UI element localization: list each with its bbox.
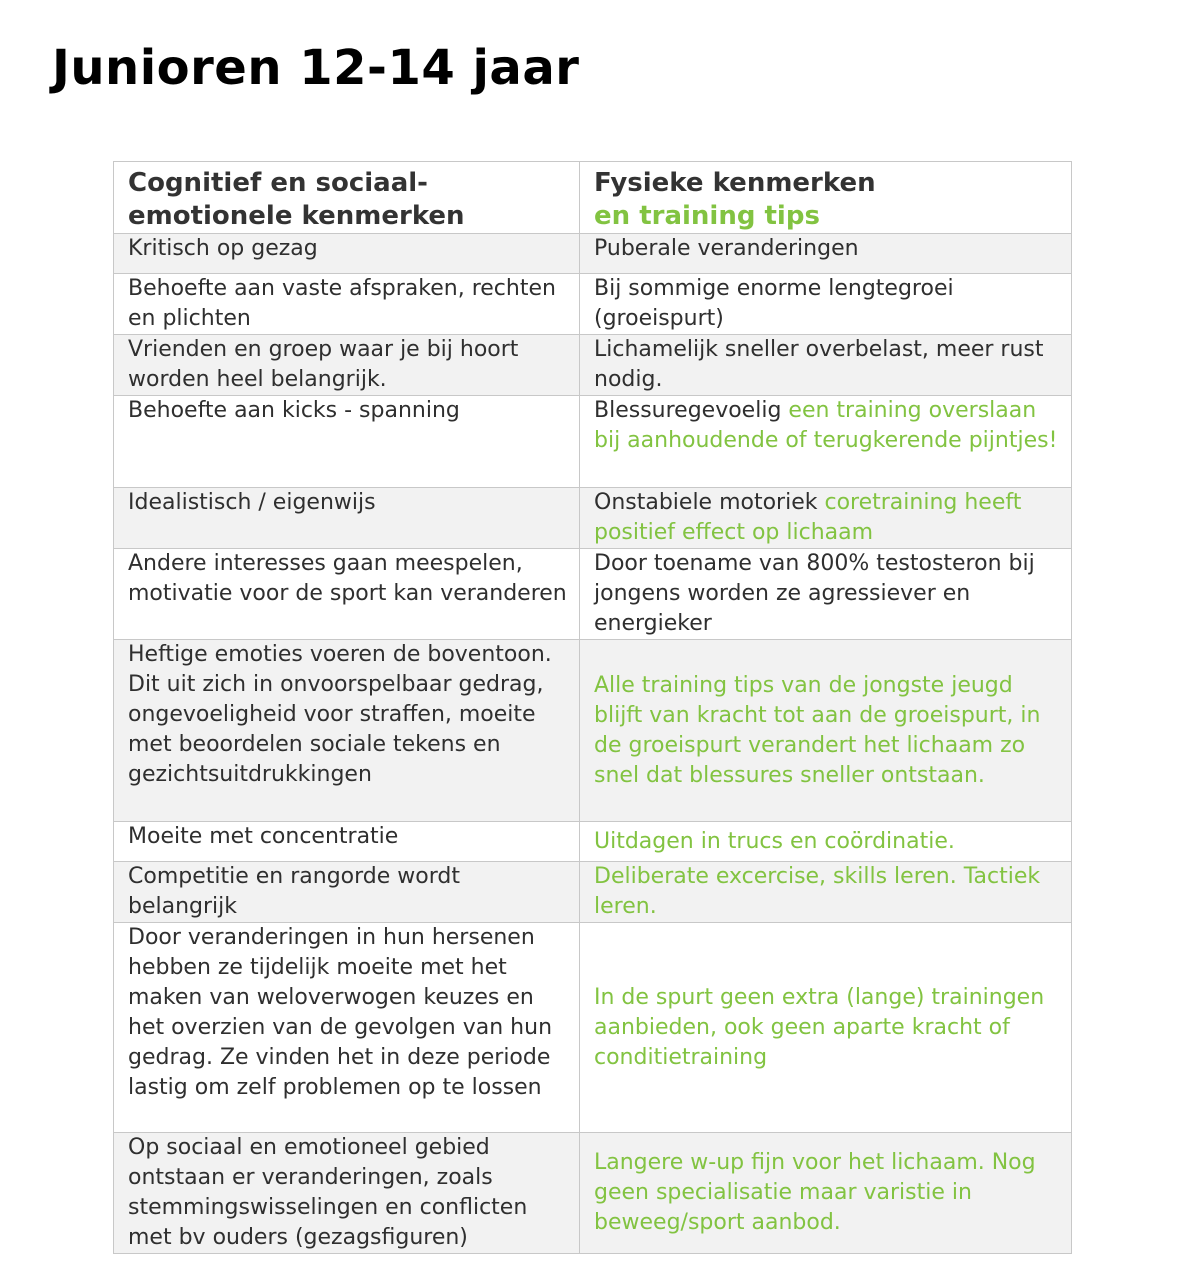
cell-right-green: In de spurt geen extra (lange) trainingen aanbieden, ook geen aparte kracht of conditietraining [594, 984, 1045, 1070]
table-header-row [114, 162, 1072, 234]
cell-left: Op sociaal en emotioneel gebied ontstaan er veranderingen, zoals stemmingswisselingen en conflicten met bv ouders (gezagsfiguren) [114, 1133, 580, 1254]
table-row [114, 640, 1072, 822]
table-row [114, 1133, 1072, 1254]
cell-right-green: Alle training tips van de jongste jeugd blijft van kracht tot aan de groeispurt, in de groeispurt verandert het lichaam zo snel dat blessures sneller ontstaan. [594, 672, 1041, 788]
cell-right-green: een training overslaan bij aanhoudende of terugkerende pijntjes! [594, 398, 1058, 453]
cell-right-green: Uitdagen in trucs en coördinatie. [594, 828, 955, 854]
cell-left: Idealistisch / eigenwijs [114, 488, 580, 549]
cell-left: Heftige emoties voeren de boventoon. Dit uit zich in onvoorspelbaar gedrag, ongevoeligheid voor straffen, moeite met beoordelen sociale tekens en gezichtsuitdrukkingen [114, 640, 580, 822]
page-title: Junioren 12-14 jaar [52, 40, 580, 96]
cell-left: Vrienden en groep waar je bij hoort worden heel belangrijk. [114, 335, 580, 396]
cell-right [580, 274, 1072, 335]
cell-right-text: Onstabiele motoriek [594, 490, 825, 515]
cell-right [580, 234, 1072, 274]
cell-right [580, 862, 1072, 923]
cell-right [580, 822, 1072, 862]
cell-right-text: Lichamelijk sneller overbelast, meer rust nodig. [594, 337, 1044, 392]
cell-left: Door veranderingen in hun hersenen hebben ze tijdelijk moeite met het maken van weloverwogen keuzes en het overzien van de gevolgen van hun gedrag. Ze vinden het in deze periode lastig om zelf problemen op te lossen [114, 923, 580, 1133]
table-row [114, 923, 1072, 1133]
cell-right [580, 396, 1072, 488]
cell-left: Behoefte aan kicks - spanning [114, 396, 580, 488]
cell-right-text: Puberale veranderingen [594, 236, 859, 261]
cell-left: Kritisch op gezag [114, 234, 580, 274]
header-col1-label: Cognitief en sociaal-emotionele kenmerken [128, 168, 465, 231]
cell-right-text: Blessuregevoelig [594, 398, 789, 423]
table-row [114, 396, 1072, 488]
cell-right [580, 923, 1072, 1133]
cell-right [580, 488, 1072, 549]
table-row [114, 274, 1072, 335]
header-physical [580, 162, 1072, 234]
table-row [114, 822, 1072, 862]
cell-right-green: Langere w-up fijn voor het lichaam. Nog geen specialisatie maar varistie in beweeg/sport aanbod. [594, 1150, 1036, 1235]
cell-right-green: Deliberate excercise, skills leren. Tactiek leren. [594, 864, 1041, 919]
cell-right-text: Bij sommige enorme lengtegroei (groeispurt) [594, 276, 954, 331]
table-row [114, 335, 1072, 396]
cell-right [580, 549, 1072, 640]
cell-right [580, 1133, 1072, 1254]
cell-right-text: Door toename van 800% testosteron bij jongens worden ze agressiever en energieker [594, 551, 1035, 636]
header-col2-label: Fysieke kenmerken [594, 168, 876, 198]
cell-left: Competitie en rangorde wordt belangrijk [114, 862, 580, 923]
table-row [114, 549, 1072, 640]
cell-left: Moeite met concentratie [114, 822, 580, 862]
cell-right [580, 640, 1072, 822]
header-col2-green-label: en training tips [594, 201, 820, 231]
cell-left: Behoefte aan vaste afspraken, rechten en plichten [114, 274, 580, 335]
table-row [114, 234, 1072, 274]
cell-right [580, 335, 1072, 396]
header-cognitive [114, 162, 580, 234]
table-row [114, 862, 1072, 923]
table-row [114, 488, 1072, 549]
cell-left: Andere interesses gaan meespelen, motivatie voor de sport kan veranderen [114, 549, 580, 640]
characteristics-table [113, 161, 1072, 1254]
cell-right-green: coretraining heeft positief effect op lichaam [594, 490, 1022, 545]
